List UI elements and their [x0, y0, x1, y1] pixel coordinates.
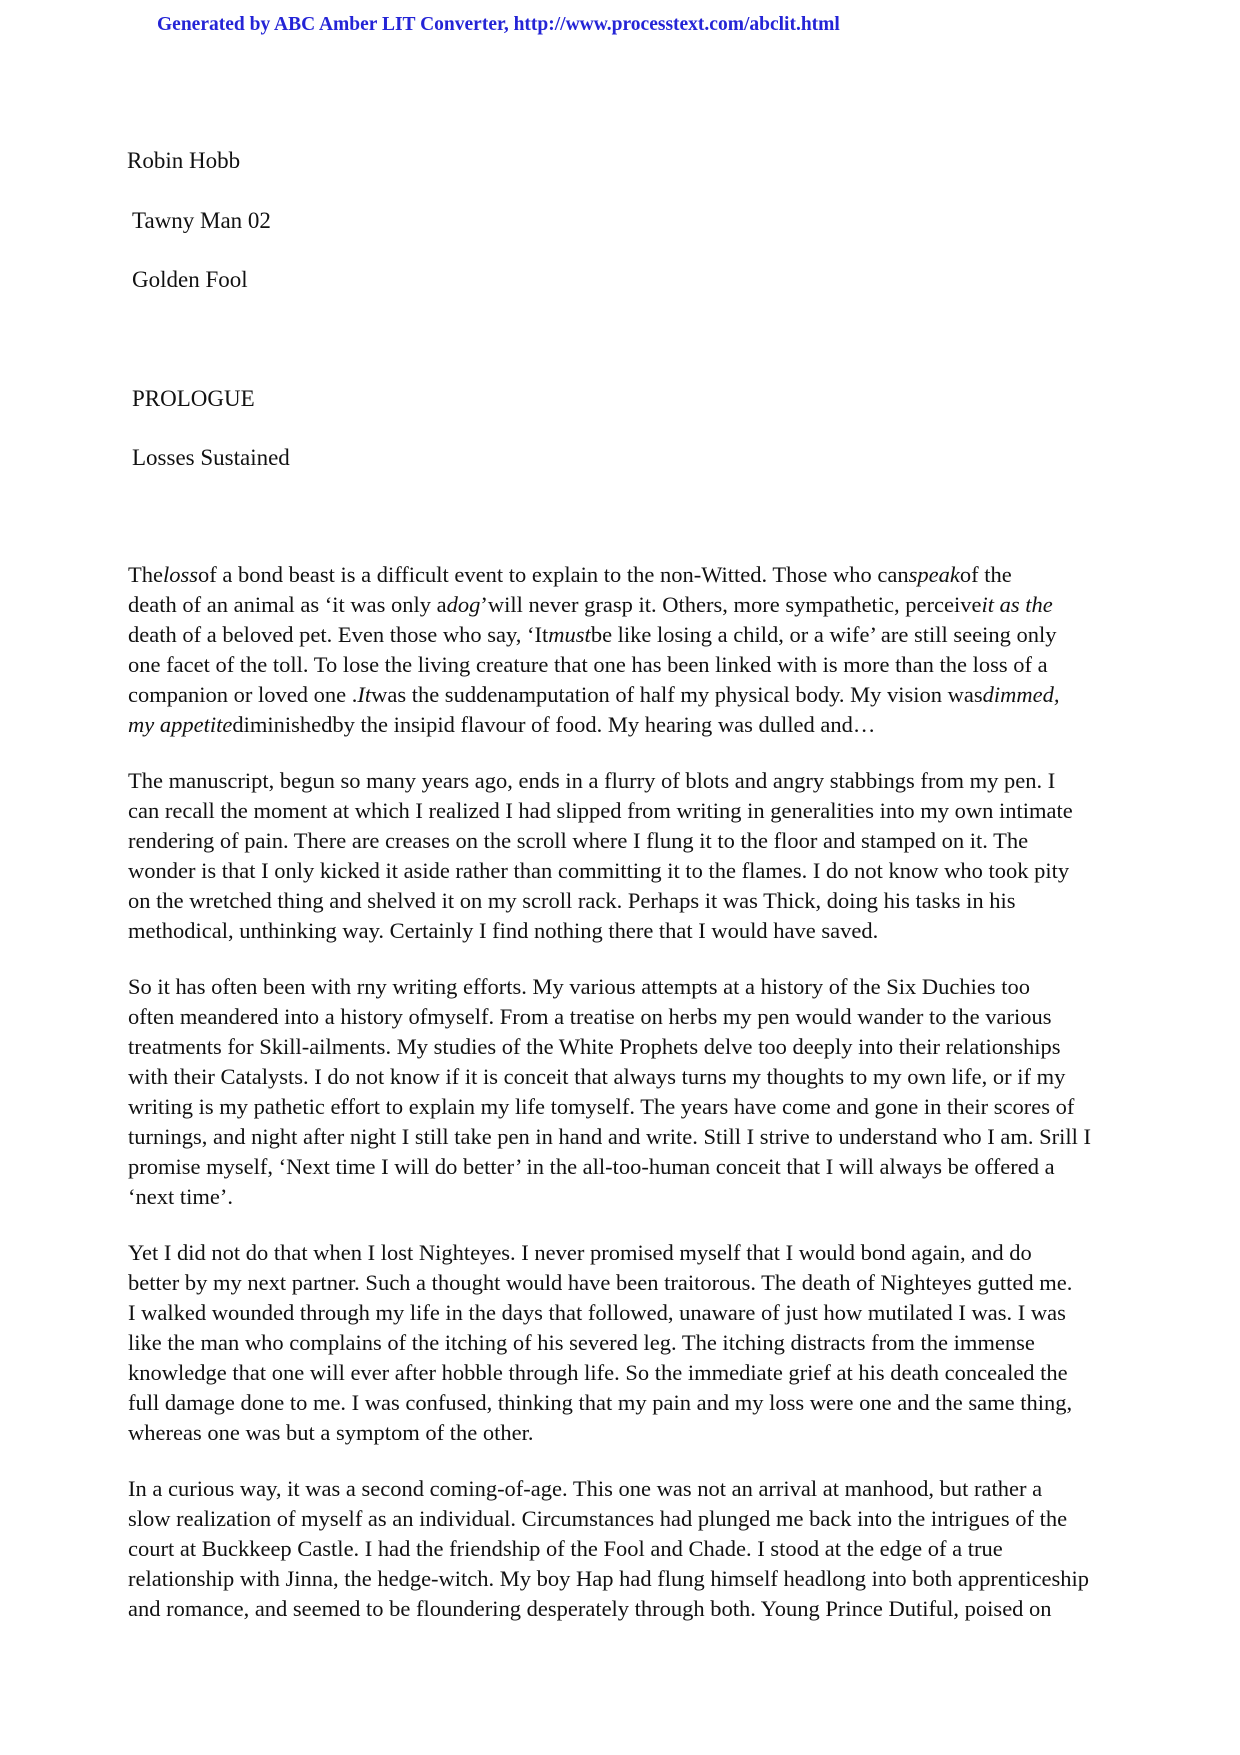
text-segment: treatments for Skill-ailments. My studies of the White Prophets delve too deeply into their relationships: [128, 1034, 1061, 1059]
text-segment: one facet of the toll. To lose the living creature that one has been linked with is more than the loss of a: [128, 652, 1048, 677]
italic-text: loss: [162, 562, 198, 587]
text-segment: knowledge that one will ever after hobble through life. So the immediate grief at his death concealed the: [128, 1360, 1068, 1385]
text-line: [128, 1358, 1138, 1388]
text-segment: companion or loved one .: [128, 682, 358, 707]
text-line: [128, 1268, 1138, 1298]
text-segment: be like losing a child, or a wife’ are still seeing only: [590, 622, 1057, 647]
text-line: [128, 886, 1138, 916]
text-line: [128, 650, 1138, 680]
text-segment: turnings, and night after night I still take pen in hand and write. Still I strive to understand who I am. Srill I: [128, 1124, 1091, 1149]
text-line: [128, 1182, 1138, 1212]
italic-text: It: [357, 682, 372, 707]
paragraph-5: [128, 1474, 1138, 1624]
paragraph-4: [128, 1238, 1138, 1448]
text-segment: wonder is that I only kicked it aside rather than committing it to the flames. I do not know who took pity: [128, 858, 1070, 883]
text-line: [128, 826, 1138, 856]
text-line: [128, 1092, 1138, 1122]
text-line: [128, 1152, 1138, 1182]
text-segment: on the wretched thing and shelved it on my scroll rack. Perhaps it was Thick, doing his tasks in his: [128, 888, 1016, 913]
text-line: [128, 1504, 1138, 1534]
text-segment: Yet I did not do that when I lost Nighteyes. I never promised myself that I would bond again, and do: [128, 1240, 1032, 1265]
text-segment: with their Catalysts. I do not know if it is conceit that always turns my thoughts to my own life, or if my: [128, 1064, 1066, 1089]
text-line: [128, 1062, 1138, 1092]
text-segment: of a bond beast is a difficult event to explain to the non-Witted. Those who can: [198, 562, 909, 587]
italic-text: must: [548, 622, 591, 647]
text-segment: court at Buckkeep Castle. I had the friendship of the Fool and Chade. I stood at the edge of a true: [128, 1536, 1003, 1561]
text-line: [128, 1122, 1138, 1152]
italic-text: it as the: [981, 592, 1053, 617]
text-line: [128, 856, 1138, 886]
text-line: [128, 680, 1138, 710]
text-segment: can recall the moment at which I realized I had slipped from writing in generalities into my own intimate: [128, 798, 1073, 823]
text-segment: of the: [959, 562, 1012, 587]
text-line: [128, 1564, 1138, 1594]
italic-text: dog: [446, 592, 481, 617]
text-segment: full damage done to me. I was confused, thinking that my pain and my loss were one and the same thing,: [128, 1390, 1073, 1415]
text-line: [128, 620, 1138, 650]
text-segment: So it has often been with rny writing efforts. My various attempts at a history of the Six Duchies too: [128, 974, 1030, 999]
text-line: [128, 1328, 1138, 1358]
text-line: [128, 916, 1138, 946]
text-line: [128, 796, 1138, 826]
text-line: [128, 972, 1138, 1002]
text-line: [128, 710, 1138, 740]
section-heading: PROLOGUE: [132, 386, 255, 411]
text-segment: ‘next time’.: [128, 1184, 233, 1209]
text-segment: death of an animal as ‘it was only a: [128, 592, 447, 617]
text-segment: relationship with Jinna, the hedge-witch. My boy Hap had flung himself headlong into both apprenticeship: [128, 1566, 1090, 1591]
text-line: [128, 590, 1138, 620]
italic-text: my appetite: [128, 712, 233, 737]
generator-link[interactable]: Generated by ABC Amber LIT Converter, http://www.processtext.com/abclit.html: [157, 14, 840, 35]
text-line: [128, 1418, 1138, 1448]
text-line: [128, 1594, 1138, 1624]
paragraph-3: [128, 972, 1138, 1212]
text-segment: I walked wounded through my life in the days that followed, unaware of just how mutilated I was. I was: [128, 1300, 1066, 1325]
paragraph-2: [128, 766, 1138, 946]
text-segment: and romance, and seemed to be floundering desperately through both. Young Prince Dutiful, poised on: [128, 1596, 1052, 1621]
text-line: [128, 1298, 1138, 1328]
text-segment: was the suddenamputation of half my physical body. My vision was: [371, 682, 983, 707]
text-segment: writing is my pathetic effort to explain my life tomyself. The years have come and gone in their scores of: [128, 1094, 1075, 1119]
text-line: [128, 1474, 1138, 1504]
text-segment: often meandered into a history ofmyself. From a treatise on herbs my pen would wander to the various: [128, 1004, 1052, 1029]
text-line: [128, 1388, 1138, 1418]
text-segment: rendering of pain. There are creases on the scroll where I flung it to the floor and stamped on it. The: [128, 828, 1029, 853]
author-name: Robin Hobb: [127, 148, 241, 173]
text-segment: slow realization of myself as an individual. Circumstances had plunged me back into the intrigues of the: [128, 1506, 1068, 1531]
text-segment: methodical, unthinking way. Certainly I find nothing there that I would have saved.: [128, 918, 879, 943]
text-segment: whereas one was but a symptom of the other.: [128, 1420, 534, 1445]
text-line: [128, 766, 1138, 796]
text-segment: promise myself, ‘Next time I will do better’ in the all-too-human conceit that I will always be offered a: [128, 1154, 1055, 1179]
text-segment: better by my next partner. Such a thought would have been traitorous. The death of Nighteyes gutted me.: [128, 1270, 1073, 1295]
chapter-title: Losses Sustained: [132, 445, 290, 470]
text-line: [128, 560, 1138, 590]
text-segment: The manuscript, begun so many years ago, ends in a flurry of blots and angry stabbings from my pen. I: [128, 768, 1056, 793]
text-line: [128, 1238, 1138, 1268]
paragraph-1: [128, 560, 1138, 740]
series-title: Tawny Man 02: [132, 208, 271, 233]
text-line: [128, 1032, 1138, 1062]
book-title: Golden Fool: [132, 267, 248, 292]
text-segment: ’will never grasp it. Others, more sympathetic, perceive: [480, 592, 982, 617]
italic-text: dimmed,: [982, 682, 1060, 707]
text-segment: In a curious way, it was a second coming-of-age. This one was not an arrival at manhood, but rather a: [128, 1476, 1043, 1501]
text-segment: death of a beloved pet. Even those who say, ‘It: [128, 622, 549, 647]
text-line: [128, 1534, 1138, 1564]
text-segment: like the man who complains of the itching of his severed leg. The itching distracts from the immense: [128, 1330, 1035, 1355]
italic-text: speak: [908, 562, 960, 587]
text-segment: The: [128, 562, 163, 587]
text-segment: diminishedby the insipid flavour of food. My hearing was dulled and…: [232, 712, 876, 737]
text-line: [128, 1002, 1138, 1032]
